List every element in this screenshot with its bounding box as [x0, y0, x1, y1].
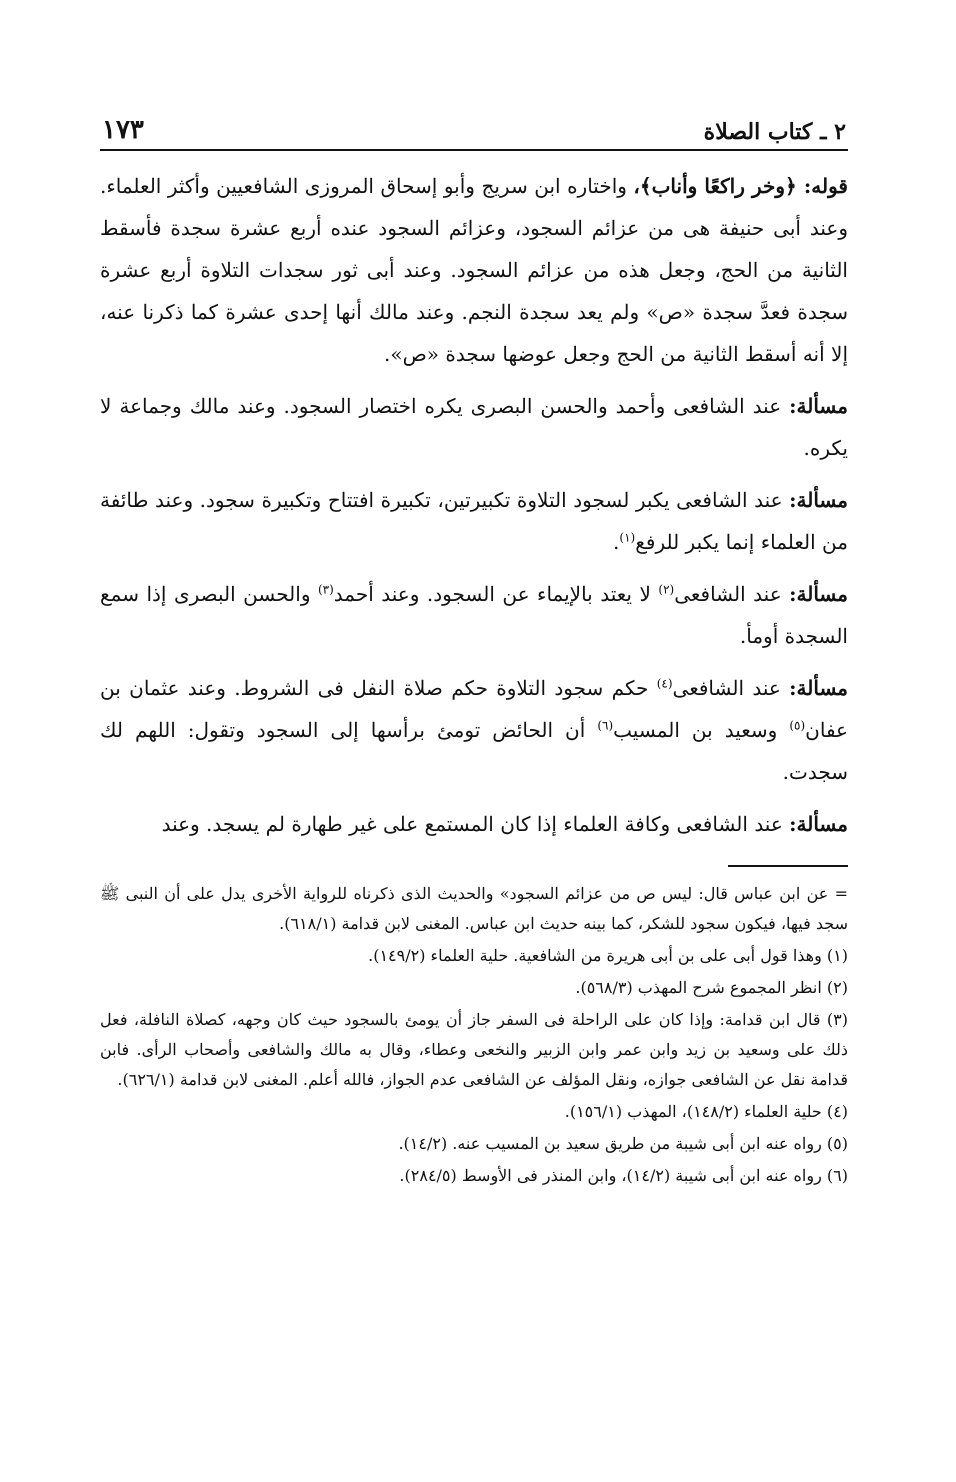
paragraph-text: عند الشافعى وأحمد والحسن البصرى يكره اختصار السجود. وعند مالك وجماعة لا يكره. [100, 394, 848, 460]
footnote-ref[interactable]: (٤) [656, 676, 673, 691]
paragraph-text: والحسن البصرى إذا سمع السجدة أومأ. [100, 582, 848, 648]
paragraph-text: واختاره ابن سريج وأبو إسحاق المروزى الشافعيين وأكثر العلماء. وعند أبى حنيفة هى من عزائم السجود، وعزائم السجود عنده أربع عشرة سجدة فأسقط الثانية من الحج، وجعل هذه من عزائم السجود. وعند أبى ثور سجدات التلاوة أربع عشرة سجدة فعدَّ سجدة «ص» ولم يعد سجدة النجم. وعند مالك أنها إحدى عشرة كما ذكرنا عنه، إلا أنه أسقط الثانية من الحج وجعل عوضها سجدة «ص». [100, 174, 848, 366]
footnote-4: (٤) حلية العلماء (١٤٨/٢)، المهذب (١٥٦/١). [564, 1102, 848, 1121]
paragraph-text: حكم سجود التلاوة حكم صلاة النفل فى الشروط. وعند عثمان بن عفان [100, 676, 848, 742]
running-title: ٢ ـ كتاب الصلاة [703, 119, 846, 145]
footnote-6: (٦) رواه عنه ابن أبى شيبة (١٤/٢)، وابن المنذر فى الأوسط (٢٨٤/٥). [399, 1166, 848, 1185]
page-header [100, 95, 848, 151]
paragraph [100, 165, 848, 375]
quran-quote: قوله: ﴿وخر راكعًا وأناب﴾، [633, 174, 848, 198]
footnote-divider [728, 865, 848, 867]
paragraph-text: عند الشافعى وكافة العلماء إذا كان المستمع على غير طهارة لم يسجد. وعند [161, 812, 790, 836]
footnote-ref[interactable]: (٣) [317, 582, 334, 597]
paragraph [100, 385, 848, 469]
footnotes [100, 879, 848, 1191]
issue-heading: مسألة: [789, 582, 848, 606]
paragraph-text: أن الحائض تومئ برأسها إلى السجود وتقول: اللهم لك سجدت. [100, 718, 848, 784]
footnote-5: (٥) رواه عنه ابن أبى شيبة من طريق سعيد بن المسيب عنه. (١٤/٢). [398, 1134, 848, 1153]
paragraph-text: عند الشافعى [672, 676, 790, 700]
issue-heading: مسألة: [789, 676, 849, 700]
paragraph-text: لا يعتد بالإيماء عن السجود. وعند أحمد [333, 582, 659, 606]
footnote-1: (١) وهذا قول أبى على بن أبى هريرة من الشافعية. حلية العلماء (١٤٩/٢). [368, 946, 848, 965]
paragraph [100, 667, 848, 793]
footnote-ref[interactable]: (٢) [658, 582, 675, 597]
paragraph [100, 573, 848, 657]
paragraph [100, 803, 848, 845]
paragraph-text: . [613, 530, 620, 554]
paragraph-text: عند الشافعى يكبر لسجود التلاوة تكبيرتين، تكبيرة افتتاح وتكبيرة سجود. وعند طائفة من العلماء إنما يكبر للرفع [100, 488, 848, 554]
footnote-ref[interactable]: (٥) [789, 718, 806, 733]
issue-heading: مسألة: [789, 812, 848, 836]
footnote-3: (٣) قال ابن قدامة: وإذا كان على الراحلة فى السفر جاز أن يومئ بالسجود حيث كان وجهه، كصلاة النافلة، فعل ذلك على وسعيد بن زيد وابن عمر وابن الزبير والنخعى وعطاء، وقال به مالك والشافعى وأصحاب الرأى. فابن قدامة نقل عن الشافعى جوازه، ونقل المؤلف عن الشافعى عدم الجواز، فالله أعلم. المغنى لابن قدامة (٦٢٦/١). [100, 1010, 849, 1089]
issue-heading: مسألة: [789, 488, 848, 512]
book-page [100, 95, 848, 1193]
page-number: ١٧٣ [102, 115, 144, 145]
paragraph-text: عند الشافعى [674, 582, 790, 606]
footnote-continued: = عن ابن عباس قال: ليس ص من عزائم السجود» والحديث الذى ذكرناه للرواية الأخرى يدل على أن النبى ﷺ سجد فيها، فيكون سجود للشكر، كما بينه حديث ابن عباس. المغنى لابن قدامة (٦١٨/١). [100, 884, 848, 933]
footnote-2: (٢) انظر المجموع شرح المهذب (٥٦٨/٣). [575, 978, 848, 997]
paragraph [100, 479, 848, 563]
footnote-ref[interactable]: (٦) [597, 718, 614, 733]
footnote-ref[interactable]: (١) [619, 530, 636, 545]
issue-heading: مسألة: [789, 394, 848, 418]
main-text [100, 165, 848, 845]
paragraph-text: وسعيد بن المسيب [613, 718, 790, 742]
